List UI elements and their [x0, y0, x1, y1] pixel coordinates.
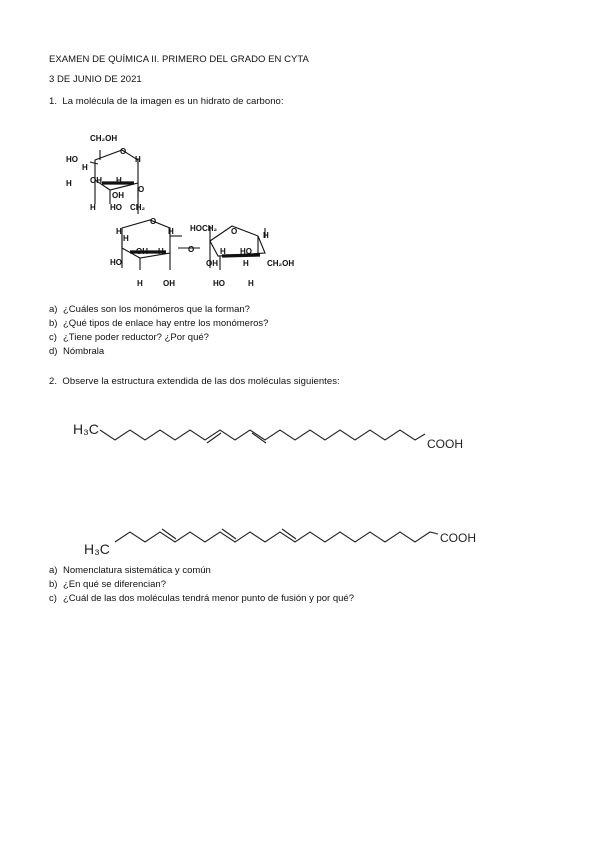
question-1-text: La molécula de la imagen es un hidrato de carbono:	[62, 96, 284, 107]
mol2-h3c: H₃C	[84, 541, 110, 557]
label-oh-1: OH	[90, 176, 102, 185]
label-ho-4: HO	[240, 247, 252, 256]
label-h-12: H	[220, 247, 226, 256]
label-h-6: H	[116, 227, 122, 236]
mol1-cooh: COOH	[427, 437, 463, 451]
label-h-7: H	[123, 234, 129, 243]
question-1-number: 1.	[49, 96, 58, 107]
question-1	[49, 96, 284, 107]
label-oh-4: OH	[163, 279, 175, 288]
question-2-text: Observe la estructura extendida de las dos moléculas siguientes:	[62, 376, 340, 387]
label-ch2oh: CH₂OH	[90, 134, 118, 143]
q2-item-b: b) ¿En qué se diferencian?	[49, 579, 166, 590]
q2-item-a: a) Nomenclatura sistemática y común	[49, 565, 211, 576]
label-o-ring3: O	[231, 227, 238, 236]
label-ho-2: HO	[110, 203, 122, 212]
label-h-5: H	[90, 203, 96, 212]
mol2-cooh: COOH	[440, 531, 476, 545]
q1-item-c: c) ¿Tiene poder reductor? ¿Por qué?	[49, 332, 209, 343]
label-h-10: H	[137, 279, 143, 288]
label-ho-5: HO	[213, 279, 225, 288]
question-2	[49, 376, 340, 387]
label-h-9: H	[158, 247, 164, 256]
q1-item-d: d) Nómbrala	[49, 346, 105, 357]
label-h-14: H	[248, 279, 254, 288]
label-h-11: H	[263, 231, 269, 240]
mol1-h3c: H₃C	[73, 421, 99, 437]
label-oh-5: OH	[206, 259, 218, 268]
label-h-13: H	[243, 259, 249, 268]
label-ho-3: HO	[110, 258, 122, 267]
label-o-link2: O	[188, 245, 195, 254]
label-hoch2: HOCH₂	[190, 224, 218, 233]
label-h-4: H	[66, 179, 72, 188]
q1-item-a: a) ¿Cuáles son los monómeros que la forman?	[49, 304, 250, 315]
label-ch2oh-right: CH₂OH	[267, 259, 295, 268]
label-h-2: H	[135, 155, 141, 164]
sucrose-haworth-figure	[60, 128, 320, 298]
label-h-8: H	[168, 227, 174, 236]
label-ch2: CH₂	[130, 203, 146, 212]
label-h-3: H	[116, 176, 122, 185]
fatty-acid-2-figure	[80, 512, 500, 562]
label-o-ring1: O	[120, 147, 127, 156]
q2-item-c: c) ¿Cuál de las dos moléculas tendrá menor punto de fusión y por qué?	[49, 593, 354, 604]
label-o-ring2: O	[150, 217, 157, 226]
label-o-link1: O	[138, 185, 145, 194]
label-h-1: H	[82, 163, 88, 172]
fatty-acid-1-figure	[70, 412, 490, 462]
label-oh-2: OH	[112, 191, 124, 200]
label-ho-1: HO	[66, 155, 78, 164]
question-2-number: 2.	[49, 376, 58, 387]
exam-date: 3 DE JUNIO DE 2021	[49, 74, 142, 85]
label-oh-3: OH	[136, 247, 148, 256]
exam-title: EXAMEN DE QUÍMICA II. PRIMERO DEL GRADO EN CYTA	[49, 54, 309, 65]
q1-item-b: b) ¿Qué tipos de enlace hay entre los monómeros?	[49, 318, 269, 329]
